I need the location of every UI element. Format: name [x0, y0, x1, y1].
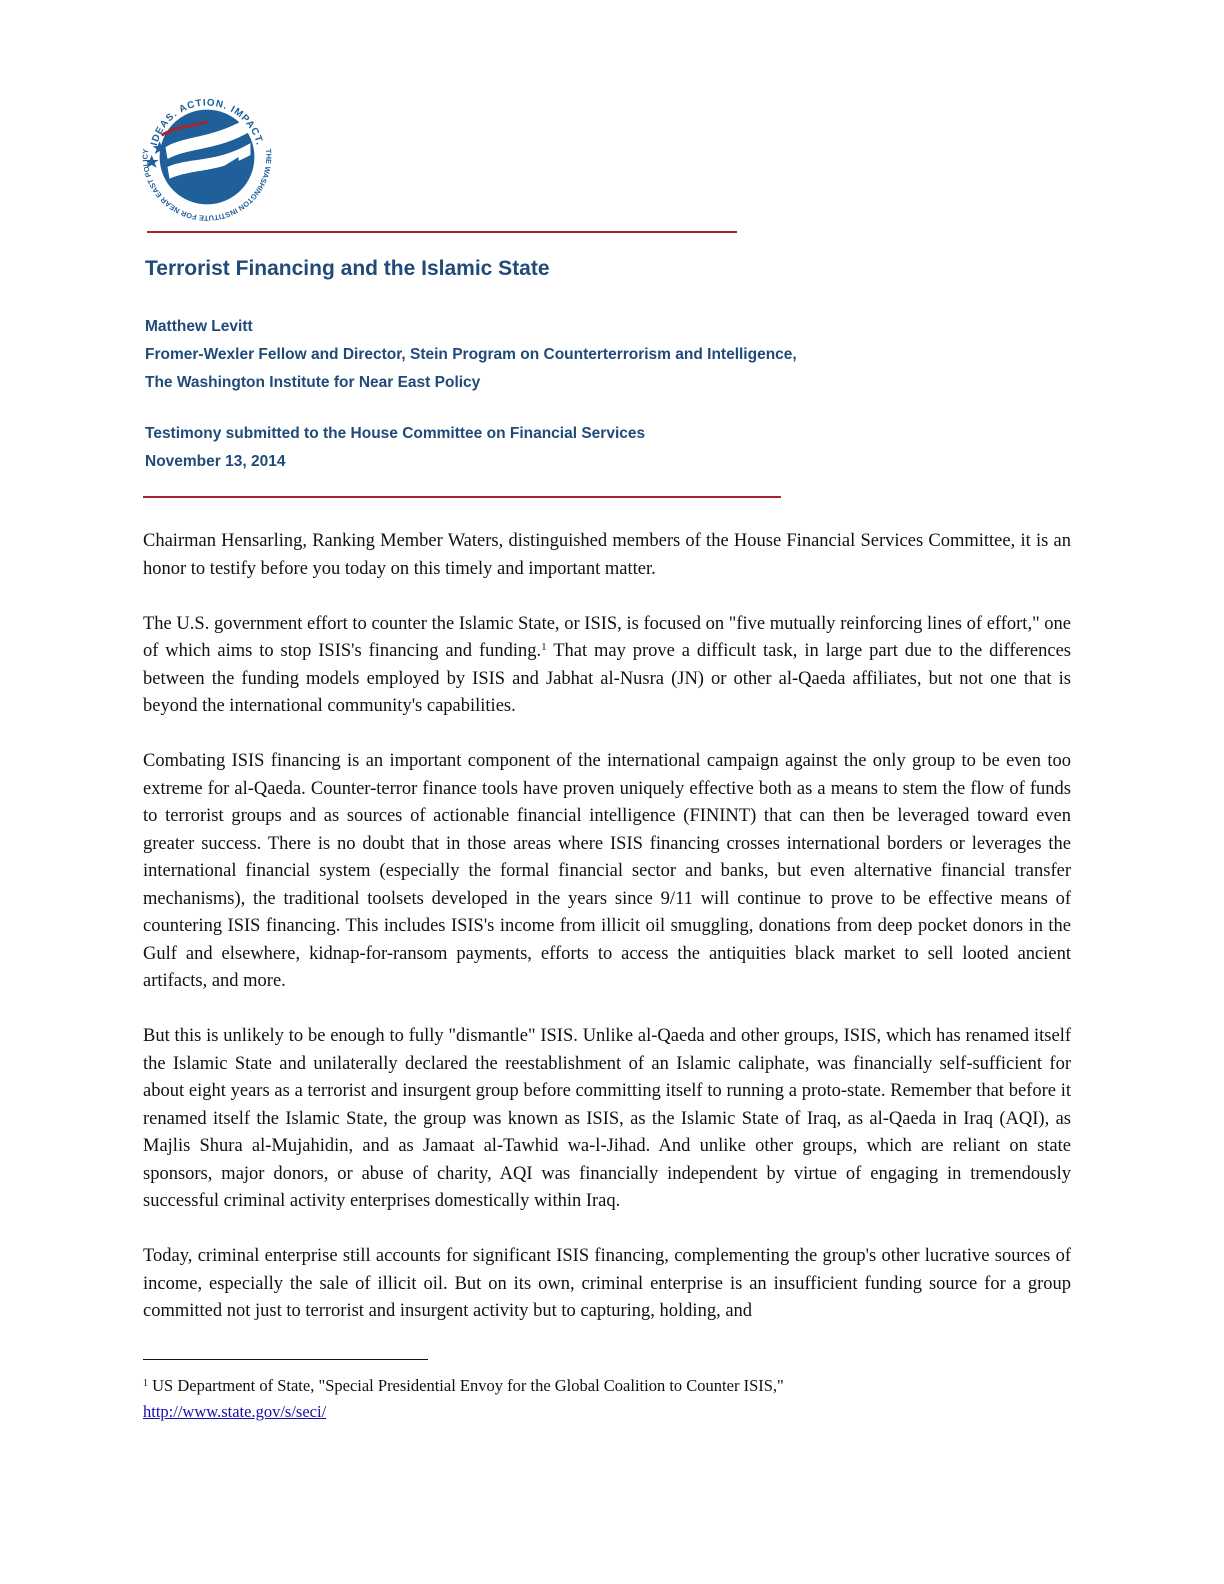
top-divider — [147, 231, 737, 233]
testimony-line: Testimony submitted to the House Committee on Financial Services — [145, 425, 646, 442]
author-position: Fromer-Wexler Fellow and Director, Stein Program on Counterterrorism and Intelligence, — [145, 346, 797, 363]
footnote-text: US Department of State, "Special Presidential Envoy for the Global Coalition to Counter ISIS," — [152, 1376, 784, 1395]
paragraph: Combating ISIS financing is an important component of the international campaign against the only group to be even too extreme for al-Qaeda. Counter-terror finance tools have proven uniquely effective both as a means to stem the flow of funds to terrorist groups and as sources of actionable financial intelligence (FININT) that can then be leveraged toward even greater success. There is no doubt that in those areas where ISIS financing crosses international borders or leverages the international financial system (especially the formal financial sector and banks, but even alternative financial transfer mechanisms), the traditional toolsets developed in the years since 9/11 will continue to prove to be effective means of countering ISIS financing. This includes ISIS's income from illicit oil smuggling, donations from deep pocket donors in the Gulf and elsewhere, kidnap-for-ransom payments, efforts to access the antiquities black market to sell looted ancient artifacts, and more. — [143, 751, 1071, 991]
paragraph: Today, criminal enterprise still accounts for significant ISIS financing, complementing the group's other lucrative sources of income, especially the sale of illicit oil. But on its own, criminal enterprise is an insufficient funding source for a group committed not just to terrorist and insurgent activity but to capturing, holding, and — [143, 1246, 1071, 1321]
washington-institute-seal-icon — [128, 78, 286, 236]
header-divider — [143, 496, 781, 498]
author-institution: The Washington Institute for Near East Policy — [145, 374, 481, 391]
footnote-number: 1 — [143, 1378, 148, 1389]
author-block — [145, 313, 797, 397]
testimony-block — [145, 420, 645, 476]
svg-text:THE WASHINGTON INSTITUTE FOR N: THE WASHINGTON INSTITUTE FOR NEAR EAST POLICY — [140, 148, 274, 223]
paragraph-text: That may prove a difficult task, in large part due to the differences between the funding models employed by ISIS and Jabhat al-Nusra (JN) or other al-Qaeda affiliates, but not one that is beyond the international community's capabilities. — [143, 641, 1071, 716]
footnote — [143, 1373, 1071, 1425]
paragraph — [143, 611, 1071, 721]
paragraph: Chairman Hensarling, Ranking Member Waters, distinguished members of the House Financial Services Committee, it is an honor to testify before you today on this timely and important matter. — [143, 531, 1071, 579]
author-name: Matthew Levitt — [145, 318, 253, 335]
paragraph: But this is unlikely to be enough to fully "dismantle" ISIS. Unlike al-Qaeda and other groups, ISIS, which has renamed itself the Islamic State and unilaterally declared the reestablishment of an Islamic caliphate, was financially self-sufficient for about eight years as a terrorist and insurgent group before committing itself to running a proto-state. Remember that before it renamed itself the Islamic State, the group was known as ISIS, as the Islamic State of Iraq, as al-Qaeda in Iraq (AQI), as Majlis Shura al-Mujahidin, and as Jamaat al-Tawhid wa-l-Jihad. And unlike other groups, which are reliant on state sponsors, major donors, or abuse of charity, AQI was financially independent by virtue of engaging in tremendously successful criminal activity enterprises domestically within Iraq. — [143, 1026, 1071, 1211]
footnote-text-line — [143, 1373, 1071, 1399]
footnote-divider — [143, 1359, 428, 1360]
page-title: Terrorist Financing and the Islamic State — [145, 257, 550, 280]
document-body — [143, 528, 1071, 1353]
paragraph-text: The U.S. government effort to counter the Islamic State, or ISIS, is focused on "five mutually reinforcing lines of effort," one of which aims to stop ISIS's financing and funding. — [143, 613, 1071, 661]
footnote-link[interactable]: http://www.state.gov/s/seci/ — [143, 1402, 327, 1421]
svg-text:IDEAS. ACTION. IMPACT.: IDEAS. ACTION. IMPACT. — [149, 97, 265, 147]
testimony-date: November 13, 2014 — [145, 453, 286, 470]
footnote-marker[interactable]: 1 — [541, 641, 547, 653]
